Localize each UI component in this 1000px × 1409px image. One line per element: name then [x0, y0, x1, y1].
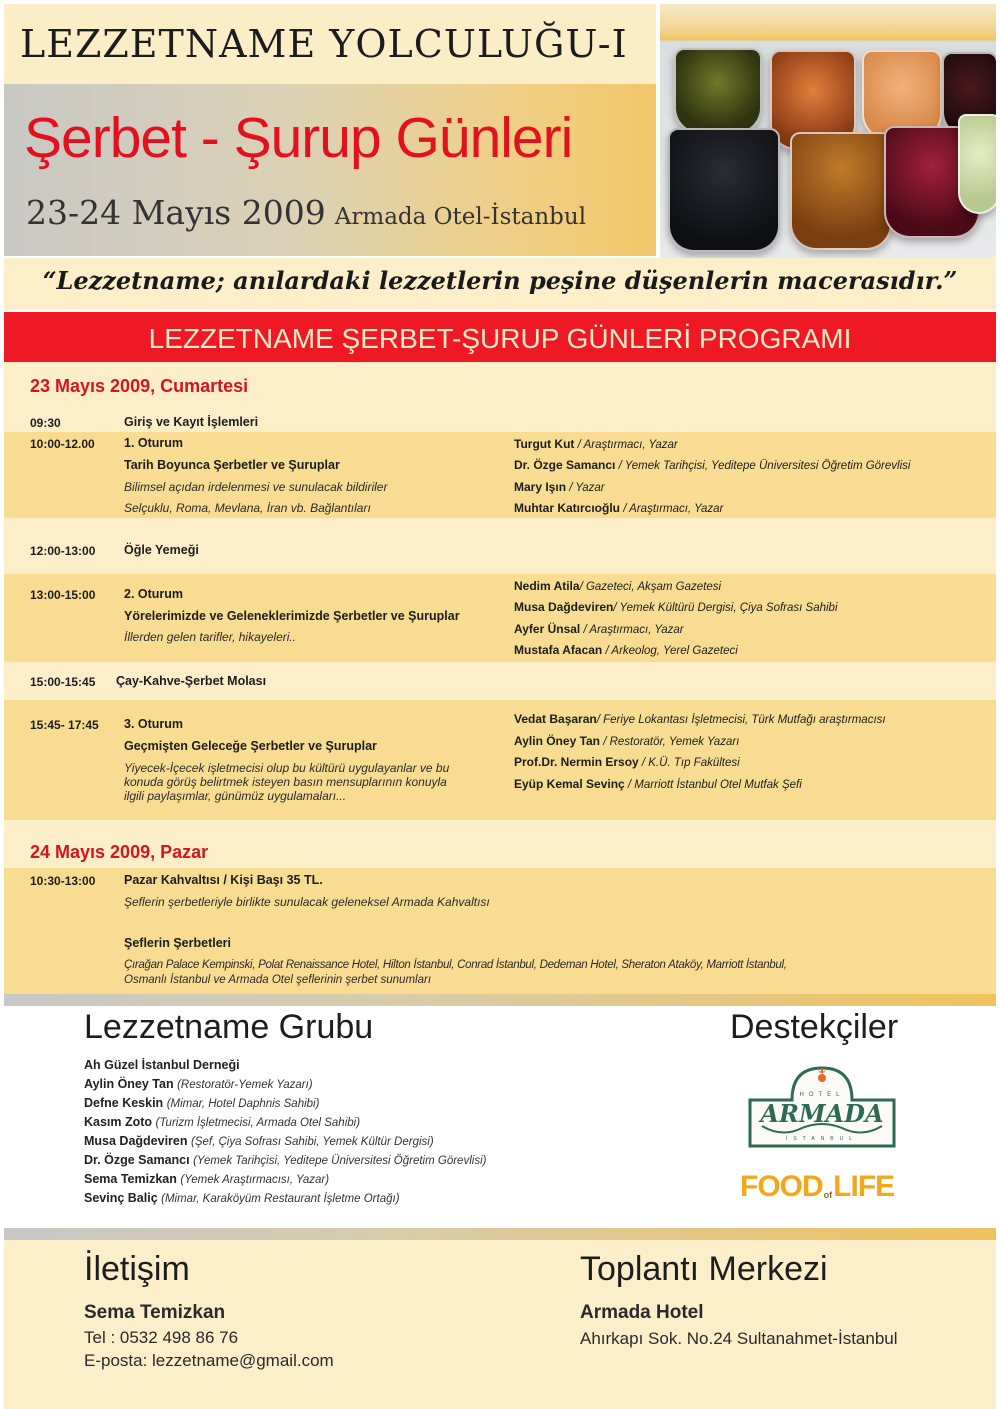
speaker — [514, 480, 605, 494]
session1-note: Bilimsel açıdan irdelenmesi ve sunulacak bildiriler — [124, 480, 388, 494]
speaker-role: / Araştırmacı, Yazar — [620, 503, 724, 515]
speaker — [514, 600, 838, 614]
event-venue: Armada Otel-İstanbul — [334, 204, 587, 230]
group-member — [84, 1058, 240, 1072]
speaker-role: / Yemek Kültürü Dergisi, Çiya Sofrası Sahibi — [613, 602, 838, 614]
separator — [4, 1228, 996, 1240]
speaker — [514, 579, 721, 593]
speaker-role: / Yemek Tarihçisi, Yeditepe Üniversitesi Öğretim Görevlisi — [615, 460, 911, 472]
session1-topic: Tarih Boyunca Şerbetler ve Şuruplar — [124, 458, 340, 472]
chefs-note: Osmanlı İstanbul ve Armada Otel şeflerinin şerbet sunumları — [124, 974, 432, 986]
speaker — [514, 712, 886, 726]
member-role: (Turizm İşletmecisi, Armada Otel Sahibi) — [155, 1117, 361, 1129]
footer — [4, 1240, 996, 1409]
speaker — [514, 437, 678, 451]
speaker-role: / Marriott İstanbul Otel Mutfak Şefi — [624, 779, 802, 791]
session3-note: Yiyecek-İçecek işletmecisi olup bu kültürü uygulayanlar ve bu — [124, 761, 450, 775]
venue-address: Ahırkapı Sok. No.24 Sultanahmet-İstanbul — [580, 1329, 898, 1348]
program-schedule — [4, 362, 996, 994]
speaker — [514, 777, 802, 791]
speaker-name: Dr. Özge Samancı — [514, 458, 616, 472]
member-name: Aylin Öney Tan — [84, 1077, 174, 1091]
session3-time: 15:45- 17:45 — [30, 718, 99, 732]
group-member — [84, 1134, 434, 1148]
member-name: Defne Keskin — [84, 1096, 164, 1110]
logo-hotel-text: HOTEL — [799, 1092, 845, 1098]
speaker — [514, 643, 738, 657]
speaker-name: Muhtar Katırcıoğlu — [514, 501, 621, 515]
session3-note: ilgili paylaşımlar, günümüz uygulamaları... — [124, 789, 347, 803]
session3-topic: Geçmişten Geleceğe Şerbetler ve Şuruplar — [124, 739, 377, 753]
session2-label: 2. Oturum — [124, 587, 184, 601]
session3-block — [4, 700, 996, 820]
member-name: Dr. Özge Samancı — [84, 1153, 190, 1167]
logo-life-text: LIFE — [833, 1170, 895, 1203]
group-member — [84, 1077, 313, 1091]
lunch-time: 12:00-13:00 — [30, 544, 96, 558]
group-section — [0, 1006, 1000, 1224]
session2-block — [4, 574, 996, 662]
session2-time: 13:00-15:00 — [30, 588, 96, 602]
armada-hotel-logo — [742, 1060, 902, 1156]
session2-note: İllerden gelen tarifler, hikayeleri.. — [124, 630, 297, 644]
speaker — [514, 501, 723, 515]
registration-time: 09:30 — [30, 416, 61, 430]
session1-block — [4, 432, 996, 518]
contact-title: İletişim — [84, 1250, 190, 1288]
speaker-name: Ayfer Ünsal — [514, 622, 581, 636]
speaker-name: Mustafa Afacan — [514, 643, 603, 657]
session1-time: 10:00-12.00 — [30, 437, 95, 451]
session2-topic: Yörelerimizde ve Geleneklerimizde Şerbetler ve Şuruplar — [124, 609, 460, 623]
break-time: 15:00-15:45 — [30, 675, 96, 689]
group-member — [84, 1172, 329, 1186]
session3-note: konuda görüş belirtmek isteyen basın mensuplarının konuyla — [124, 775, 447, 789]
contact-name: Sema Temizkan — [84, 1302, 226, 1323]
breakfast-label: Pazar Kahvaltısı / Kişi Başı 35 TL. — [124, 873, 323, 887]
separator — [4, 994, 996, 1006]
series-title: LEZZETNAME YOLCULUĞU-I — [20, 22, 628, 66]
header — [0, 0, 1000, 258]
program-title: LEZZETNAME ŞERBET-ŞURUP GÜNLERİ PROGRAMI — [148, 323, 852, 354]
motto-quote: “Lezzetname; anılardaki lezzetlerin peşine düşenlerin macerasıdır.” — [42, 266, 958, 295]
speaker-name: Nedim Atila — [514, 579, 580, 593]
venue-title: Toplantı Merkezi — [580, 1250, 828, 1288]
member-name: Sevinç Baliç — [84, 1191, 158, 1205]
speaker-name: Mary Işın — [514, 480, 567, 494]
main-title: Şerbet - Şurup Günleri — [24, 106, 573, 170]
speaker-role: / Yazar — [566, 482, 605, 494]
member-name: Kasım Zoto — [84, 1115, 153, 1129]
session1-label: 1. Oturum — [124, 436, 184, 450]
lunch-label: Öğle Yemeği — [124, 543, 199, 557]
member-role: (Restoratör-Yemek Yazarı) — [177, 1079, 313, 1091]
speaker-name: Musa Dağdeviren — [514, 600, 614, 614]
venue-name: Armada Hotel — [580, 1302, 704, 1323]
group-title: Lezzetname Grubu — [84, 1008, 374, 1046]
contact-email[interactable]: E-posta: lezzetname@gmail.com — [84, 1351, 334, 1370]
speaker — [514, 458, 910, 472]
member-role: (Mimar, Hotel Daphnis Sahibi) — [166, 1098, 320, 1110]
day2-block — [4, 868, 996, 994]
breakfast-time: 10:30-13:00 — [30, 874, 96, 888]
registration-label: Giriş ve Kayıt İşlemleri — [124, 415, 259, 429]
speaker-name: Eyüp Kemal Sevinç — [514, 777, 625, 791]
speaker — [514, 755, 740, 769]
breakfast-note: Şeflerin şerbetleriyle birlikte sunulacak geleneksel Armada Kahvaltısı — [124, 895, 490, 909]
session1-note: Selçuklu, Roma, Mevlana, İran vb. Bağlantıları — [124, 501, 371, 515]
member-role: (Yemek Tarihçisi, Yeditepe Üniversitesi Öğretim Görevlisi) — [193, 1155, 487, 1167]
glass-lime — [958, 114, 996, 214]
speaker-name: Vedat Başaran — [514, 712, 597, 726]
logo-istanbul-text: İSTANBUL — [785, 1136, 859, 1142]
logo-food-text: FOOD — [740, 1170, 823, 1203]
glass-green — [674, 48, 762, 134]
group-member — [84, 1096, 319, 1110]
glass-black — [668, 128, 780, 252]
group-member — [84, 1153, 486, 1167]
speaker — [514, 622, 684, 636]
speaker-name: Turgut Kut — [514, 437, 575, 451]
speaker-role: / Araştırmacı, Yazar — [580, 624, 684, 636]
program-title-bar — [4, 312, 996, 362]
group-member — [84, 1115, 360, 1129]
quote-area — [4, 258, 996, 310]
speaker-role: / Feriye Lokantası İşletmecisi, Türk Mutfağı araştırmacısı — [596, 714, 886, 726]
member-name: Musa Dağdeviren — [84, 1134, 188, 1148]
logo-of-text: of — [823, 1190, 833, 1200]
member-name: Ah Güzel İstanbul Derneği — [84, 1058, 240, 1072]
day1-title: 23 Mayıs 2009, Cumartesi — [30, 376, 249, 396]
contact-phone[interactable]: Tel : 0532 498 86 76 — [84, 1328, 239, 1347]
glass-orange — [790, 132, 892, 250]
chefs-note: Çırağan Palace Kempinski, Polat Renaissance Hotel, Hilton İstanbul, Conrad İstanbul, Dedeman Hotel, Sheraton Ataköy, Marriott İstanbul, — [124, 959, 787, 971]
chefs-label: Şeflerin Şerbetleri — [124, 936, 231, 950]
logo-armada-text: ARMADA — [760, 1099, 884, 1128]
session3-label: 3. Oturum — [124, 717, 184, 731]
sherbet-glasses-photo — [660, 4, 996, 258]
foodoflife-logo — [740, 1170, 894, 1204]
break-label: Çay-Kahve-Şerbet Molası — [116, 674, 267, 688]
member-role: (Yemek Araştırmacısı, Yazar) — [180, 1174, 330, 1186]
event-date-line — [26, 193, 586, 232]
speaker-role: / Restoratör, Yemek Yazarı — [600, 736, 740, 748]
speaker — [514, 734, 739, 748]
member-role: (Mimar, Karaköyüm Restaurant İşletme Ortağı) — [161, 1193, 400, 1205]
event-date: 23-24 Mayıs 2009 — [26, 193, 326, 232]
speaker-role: / Gazeteci, Akşam Gazetesi — [579, 581, 722, 593]
member-name: Sema Temizkan — [84, 1172, 177, 1186]
speaker-name: Prof.Dr. Nermin Ersoy — [514, 755, 639, 769]
day2-title: 24 Mayıs 2009, Pazar — [30, 842, 209, 862]
speaker-role: / Araştırmacı, Yazar — [574, 439, 678, 451]
group-member — [84, 1191, 400, 1205]
speaker-role: / K.Ü. Tıp Fakültesi — [638, 757, 740, 769]
speaker-name: Aylin Öney Tan — [514, 734, 601, 748]
member-role: (Şef, Çiya Sofrası Sahibi, Yemek Kültür Dergisi) — [191, 1136, 434, 1148]
sponsors-title: Destekçiler — [730, 1008, 899, 1046]
speaker-role: / Arkeolog, Yerel Gazeteci — [602, 645, 738, 657]
